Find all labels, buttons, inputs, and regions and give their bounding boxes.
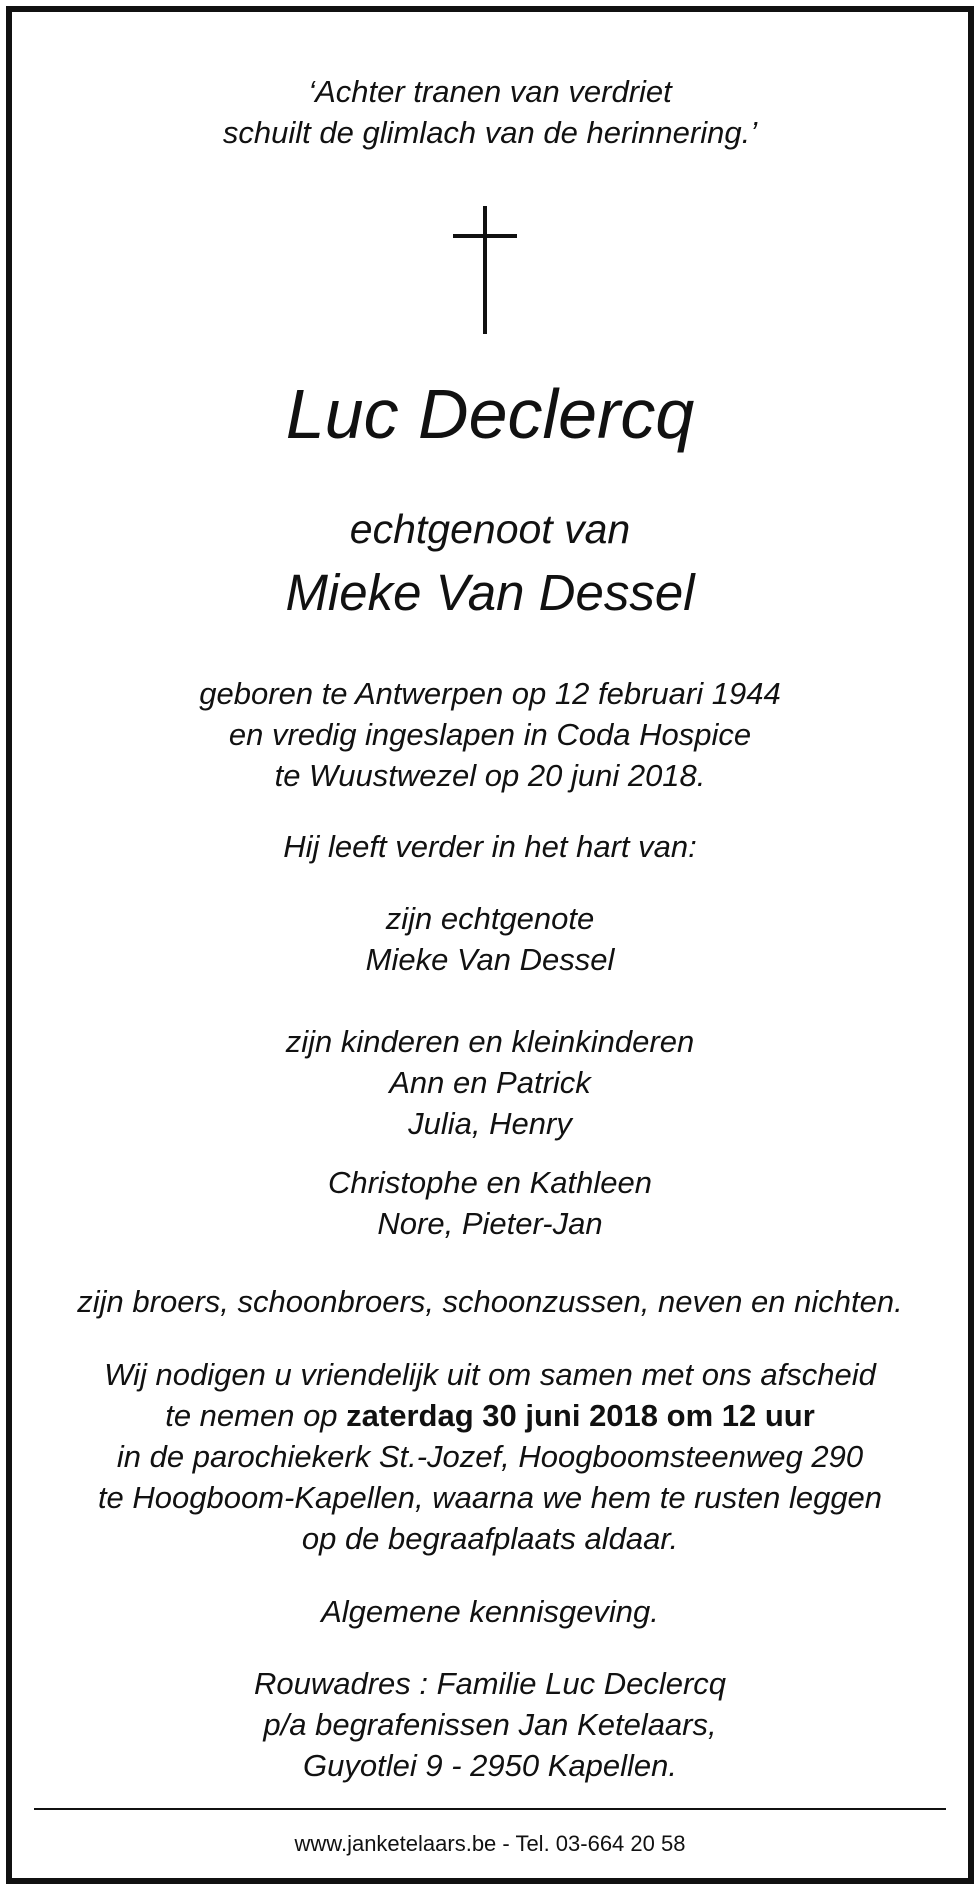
relatives-line: zijn broers, schoonbroers, schoonzussen, neven en nichten. xyxy=(77,1284,903,1319)
quote-line-1: ‘Achter tranen van verdriet xyxy=(308,74,672,109)
lives-on-heading: Hij leeft verder in het hart van: xyxy=(283,829,697,864)
invitation-line-2 xyxy=(12,1396,968,1436)
invitation-line-5: op de begraafplaats aldaar. xyxy=(301,1521,679,1556)
general-notice: Algemene kennisgeving. xyxy=(321,1594,659,1629)
notice-border xyxy=(6,6,974,1884)
family1-line-1: Ann en Patrick xyxy=(389,1065,591,1100)
quote-line-2: schuilt de glimlach van de herinnering.’ xyxy=(222,115,758,150)
birth-death-line-3: te Wuustwezel op 20 juni 2018. xyxy=(274,758,706,793)
children-label: zijn kinderen en kleinkinderen xyxy=(285,1024,695,1059)
family1-line-2: Julia, Henry xyxy=(408,1106,572,1141)
address-line-3: Guyotlei 9 - 2950 Kapellen. xyxy=(303,1748,677,1783)
invitation-line-4: te Hoogboom-Kapellen, waarna we hem te rusten leggen xyxy=(97,1480,883,1515)
spouse-intro: echtgenoot van xyxy=(349,506,631,552)
family2-line-1: Christophe en Kathleen xyxy=(327,1165,652,1200)
ceremony-date-time: zaterdag 30 juni 2018 om 12 uur xyxy=(346,1398,815,1433)
wife-name: Mieke Van Dessel xyxy=(365,942,615,977)
birth-death-line-1: geboren te Antwerpen op 12 februari 1944 xyxy=(199,676,781,711)
obituary-content xyxy=(12,12,968,1878)
address-line-1: Rouwadres : Familie Luc Declercq xyxy=(253,1666,727,1701)
birth-death-line-2: en vredig ingeslapen in Coda Hospice xyxy=(228,717,752,752)
invitation-line-2-prefix: te nemen op xyxy=(165,1398,347,1433)
deceased-name: Luc Declercq xyxy=(285,375,695,453)
footer-divider xyxy=(34,1808,946,1810)
address-line-2: p/a begrafenissen Jan Ketelaars, xyxy=(263,1707,717,1742)
invitation-line-1: Wij nodigen u vriendelijk uit om samen met ons afscheid xyxy=(104,1357,876,1392)
invitation-line-3: in de parochiekerk St.-Jozef, Hoogboomsteenweg 290 xyxy=(116,1439,864,1474)
wife-label: zijn echtgenote xyxy=(385,901,595,936)
latin-cross-icon xyxy=(453,206,517,334)
family2-line-2: Nore, Pieter-Jan xyxy=(377,1206,603,1241)
footer-contact: www.janketelaars.be - Tel. 03-664 20 58 xyxy=(294,1831,686,1856)
spouse-name: Mieke Van Dessel xyxy=(285,564,695,621)
